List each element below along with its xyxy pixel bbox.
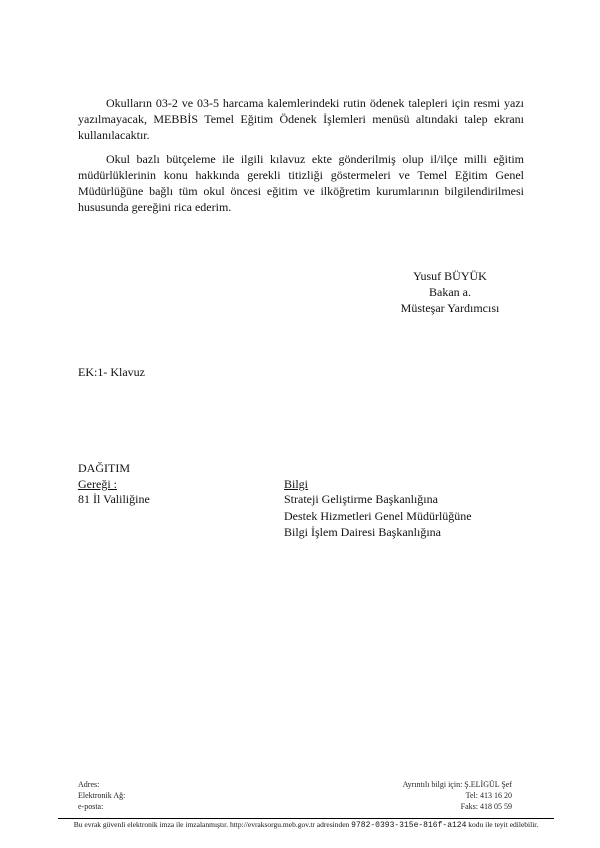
bilgi-item: Bilgi İşlem Dairesi Başkanlığına <box>284 525 441 539</box>
signer-delegation: Bakan a. <box>429 285 471 299</box>
footer-network-label: Elektronik Ağ: <box>78 791 126 800</box>
signer-name: Yusuf BÜYÜK <box>413 269 487 283</box>
verification-prefix: Bu evrak güvenli elektronik imza ile imzalanmıştır. http://evraksorgu.meb.gov.tr adresinden <box>73 820 350 829</box>
gereği-header: Gereği : <box>78 477 117 491</box>
signature-block <box>380 268 520 316</box>
footer-email-label: e-posta: <box>78 802 104 811</box>
footer-fax: Faks: 418 05 59 <box>460 802 512 811</box>
bilgi-item: Destek Hizmetleri Genel Müdürlüğüne <box>284 509 472 523</box>
footer-address-label: Adres: <box>78 780 100 789</box>
footer-phone: Tel: 413 16 20 <box>465 791 512 800</box>
bilgi-header: Bilgi <box>284 477 309 491</box>
paragraph-2: Okul bazlı bütçeleme ile ilgili kılavuz ekte gönderilmiş olup il/ilçe milli eğitim müdürlüklerinin konu hakkında gerekli titizliği göstermeleri ve Temel Eğitim Genel Müdürlüğüne bağlı tüm okul öncesi eğitim ve ilköğretim kurumlarının bilgilendirilmesi hususunda gereğini rica ederim. <box>78 152 524 214</box>
paragraph-1: Okulların 03-2 ve 03-5 harcama kalemlerindeki rutin ödenek talepleri için resmi yazı yazılmayacak, MEBBİS Temel Eğitim Ödenek İşlemleri menüsü altındaki talep ekranı kullanılacaktır. <box>78 96 524 142</box>
bilgi-item: Strateji Geliştirme Başkanlığına <box>284 492 438 506</box>
attachment-line: EK:1- Klavuz <box>78 365 145 379</box>
footer-divider <box>58 818 554 819</box>
gereği-item: 81 İl Valiliğine <box>78 492 150 506</box>
signer-title: Müsteşar Yardımcısı <box>400 301 500 315</box>
footer-contact-person: Ayrıntılı bilgi için: Ş.ELİGÜL Şef <box>402 780 512 789</box>
distribution-title: DAĞITIM <box>78 461 130 475</box>
verification-code: 9782-0393-315e-816f-a124 <box>351 821 467 830</box>
verification-note <box>58 820 554 831</box>
verification-suffix: kodu ile teyit edilebilir. <box>468 820 539 829</box>
